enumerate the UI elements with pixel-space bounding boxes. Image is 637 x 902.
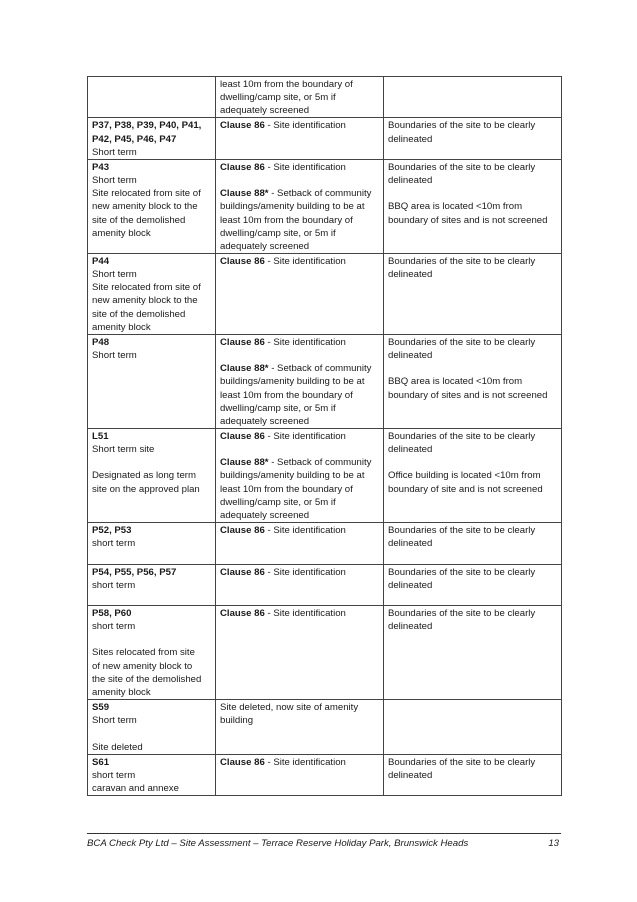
clause-desc: - Setback of community (268, 363, 372, 375)
site-line: short term (92, 769, 136, 781)
clause-ref: Clause 86 (220, 608, 265, 620)
clause-desc: - Site identification (264, 608, 346, 620)
comment-cell (384, 254, 562, 335)
comment-line: delineated (388, 621, 433, 633)
clause-ref: Clause 88* (220, 363, 269, 375)
clause-ref: Clause 86 (220, 336, 265, 348)
comment-line: delineated (388, 579, 433, 591)
clause-heading (220, 187, 379, 200)
comment-line: delineated (388, 538, 433, 550)
table-row (88, 700, 562, 755)
site-line: P48 (92, 336, 110, 348)
clause-cell (216, 700, 384, 755)
clause-ref: Clause 86 (220, 161, 265, 173)
spacer (220, 349, 379, 362)
clause-text-line: adequately screened (220, 509, 310, 521)
clause-ref: Clause 86 (220, 756, 265, 768)
comment-line: boundary of sites and is not screened (388, 389, 548, 401)
site-cell (88, 700, 216, 755)
table-row (88, 118, 562, 159)
comment-cell (384, 754, 562, 795)
comment-line: Boundaries of the site to be clearly (388, 566, 536, 578)
comment-line: Boundaries of the site to be clearly (388, 431, 536, 443)
site-cell (88, 523, 216, 564)
table-row (88, 334, 562, 428)
site-line: Short term (92, 350, 137, 362)
page-number: 13 (548, 838, 559, 849)
clause-desc: - Site identification (264, 336, 346, 348)
site-line: P43 (92, 161, 110, 173)
comment-line: Boundaries of the site to be clearly (388, 336, 536, 348)
site-line: S61 (92, 756, 110, 768)
clause-text-line: buildings/amenity building to be at (220, 376, 365, 388)
site-cell (88, 564, 216, 605)
table-row (88, 77, 562, 118)
spacer (92, 633, 211, 646)
site-line: amenity block (92, 227, 151, 239)
site-line: new amenity block to the (92, 295, 198, 307)
table-row (88, 606, 562, 700)
site-line: Short term site (92, 444, 155, 456)
clause-heading (220, 456, 379, 469)
site-line: caravan and annexe (92, 783, 179, 795)
comment-line: Boundaries of the site to be clearly (388, 120, 536, 132)
clause-ref: Clause 86 (220, 566, 265, 578)
clause-desc: - Site identification (264, 120, 346, 132)
clause-desc: - Site identification (264, 161, 346, 173)
clause-heading (220, 566, 379, 579)
spacer (388, 362, 557, 375)
comment-line: boundary of sites and is not screened (388, 214, 548, 226)
clause-text-line: least 10m from the boundary of (220, 483, 353, 495)
assessment-table-body (88, 77, 562, 796)
clause-heading (220, 119, 379, 132)
clause-heading (220, 524, 379, 537)
clause-text-line: Site deleted, now site of amenity (220, 702, 359, 714)
clause-desc: - Setback of community (268, 188, 372, 200)
clause-ref: Clause 86 (220, 256, 265, 268)
clause-text-line: adequately screened (220, 240, 310, 252)
site-cell (88, 159, 216, 253)
clause-cell (216, 159, 384, 253)
comment-line: BBQ area is located <10m from (388, 201, 523, 213)
site-line: Short term (92, 146, 137, 158)
comment-cell (384, 564, 562, 605)
footer-text: BCA Check Pty Ltd – Site Assessment – Terrace Reserve Holiday Park, Brunswick Heads (87, 838, 469, 849)
comment-line: delineated (388, 133, 433, 145)
site-line: new amenity block to the (92, 201, 198, 213)
clause-ref: Clause 86 (220, 525, 265, 537)
site-line: P37, P38, P39, P40, P41, (92, 120, 202, 132)
clause-cell (216, 523, 384, 564)
clause-cell (216, 77, 384, 118)
comment-line: Boundaries of the site to be clearly (388, 161, 536, 173)
clause-cell (216, 564, 384, 605)
spacer (92, 456, 211, 469)
site-cell (88, 606, 216, 700)
assessment-table (87, 76, 562, 796)
site-line: short term (92, 621, 136, 633)
site-line: the site of the demolished (92, 673, 202, 685)
clause-cell (216, 254, 384, 335)
clause-ref: Clause 88* (220, 457, 269, 469)
footer-rule (87, 833, 561, 834)
spacer (388, 187, 557, 200)
clause-text-line: dwelling/camp site, or 5m if (220, 496, 336, 508)
comment-cell (384, 606, 562, 700)
clause-cell (216, 334, 384, 428)
site-line: Site relocated from site of (92, 282, 201, 294)
clause-desc: - Site identification (264, 256, 346, 268)
site-line: Designated as long term (92, 470, 196, 482)
clause-text-line: building (220, 715, 254, 727)
clause-ref: Clause 88* (220, 188, 269, 200)
clause-heading (220, 161, 379, 174)
site-cell (88, 754, 216, 795)
site-line: site of the demolished (92, 214, 186, 226)
comment-line: Boundaries of the site to be clearly (388, 256, 536, 268)
clause-text-line: buildings/amenity building to be at (220, 201, 365, 213)
clause-text-line: least 10m from the boundary of (220, 214, 353, 226)
comment-line: Boundaries of the site to be clearly (388, 525, 536, 537)
site-line: P54, P55, P56, P57 (92, 566, 177, 578)
clause-text-line: least 10m from the boundary of (220, 389, 353, 401)
comment-line: BBQ area is located <10m from (388, 376, 523, 388)
site-cell (88, 254, 216, 335)
spacer (92, 592, 211, 605)
site-line: of new amenity block to (92, 660, 193, 672)
clause-heading (220, 362, 379, 375)
spacer (92, 727, 211, 740)
site-line: site of the demolished (92, 308, 186, 320)
comment-cell (384, 523, 562, 564)
comment-line: Boundaries of the site to be clearly (388, 608, 536, 620)
site-line: Site deleted (92, 741, 143, 753)
spacer (220, 443, 379, 456)
clause-text-line: dwelling/camp site, or 5m if (220, 402, 336, 414)
comment-line: delineated (388, 175, 433, 187)
clause-desc: - Site identification (264, 431, 346, 443)
clause-heading (220, 255, 379, 268)
site-line: short term (92, 579, 136, 591)
table-row (88, 429, 562, 523)
table-row (88, 523, 562, 564)
comment-cell (384, 118, 562, 159)
clause-cell (216, 754, 384, 795)
clause-heading (220, 607, 379, 620)
clause-ref: Clause 86 (220, 120, 265, 132)
clause-heading (220, 336, 379, 349)
site-line: amenity block (92, 686, 151, 698)
clause-heading (220, 756, 379, 769)
table-row (88, 254, 562, 335)
site-line: Short term (92, 175, 137, 187)
site-line: P58, P60 (92, 608, 132, 620)
site-cell (88, 77, 216, 118)
clause-text-line: buildings/amenity building to be at (220, 470, 365, 482)
clause-heading (220, 430, 379, 443)
site-cell (88, 118, 216, 159)
clause-text-line: adequately screened (220, 105, 310, 117)
clause-desc: - Site identification (264, 566, 346, 578)
spacer (388, 456, 557, 469)
spacer (92, 550, 211, 563)
site-line: P44 (92, 256, 110, 268)
site-line: Site relocated from site of (92, 188, 201, 200)
comment-cell (384, 334, 562, 428)
site-line: P52, P53 (92, 525, 132, 537)
comment-line: delineated (388, 444, 433, 456)
comment-line: delineated (388, 350, 433, 362)
site-line: S59 (92, 702, 110, 714)
clause-desc: - Site identification (264, 756, 346, 768)
comment-line: boundary of site and is not screened (388, 483, 543, 495)
table-row (88, 564, 562, 605)
clause-desc: - Setback of community (268, 457, 372, 469)
site-line: P42, P45, P46, P47 (92, 133, 177, 145)
table-row (88, 754, 562, 795)
clause-desc: - Site identification (264, 525, 346, 537)
clause-text-line: adequately screened (220, 415, 310, 427)
comment-cell (384, 700, 562, 755)
table-row (88, 159, 562, 253)
site-cell (88, 334, 216, 428)
site-line: L51 (92, 431, 109, 443)
clause-cell (216, 429, 384, 523)
comment-line: Boundaries of the site to be clearly (388, 756, 536, 768)
site-line: Sites relocated from site (92, 647, 195, 659)
comment-cell (384, 77, 562, 118)
clause-ref: Clause 86 (220, 431, 265, 443)
clause-cell (216, 606, 384, 700)
clause-text-line: dwelling/camp site, or 5m if (220, 92, 336, 104)
clause-cell (216, 118, 384, 159)
site-line: Short term (92, 269, 137, 281)
clause-text-line: least 10m from the boundary of (220, 79, 353, 90)
comment-line: delineated (388, 269, 433, 281)
site-line: amenity block (92, 321, 151, 333)
comment-cell (384, 159, 562, 253)
site-line: short term (92, 538, 136, 550)
site-line: Short term (92, 715, 137, 727)
comment-line: delineated (388, 769, 433, 781)
clause-text-line: dwelling/camp site, or 5m if (220, 227, 336, 239)
site-cell (88, 429, 216, 523)
comment-line: Office building is located <10m from (388, 470, 541, 482)
spacer (220, 174, 379, 187)
site-line: site on the approved plan (92, 483, 200, 495)
comment-cell (384, 429, 562, 523)
